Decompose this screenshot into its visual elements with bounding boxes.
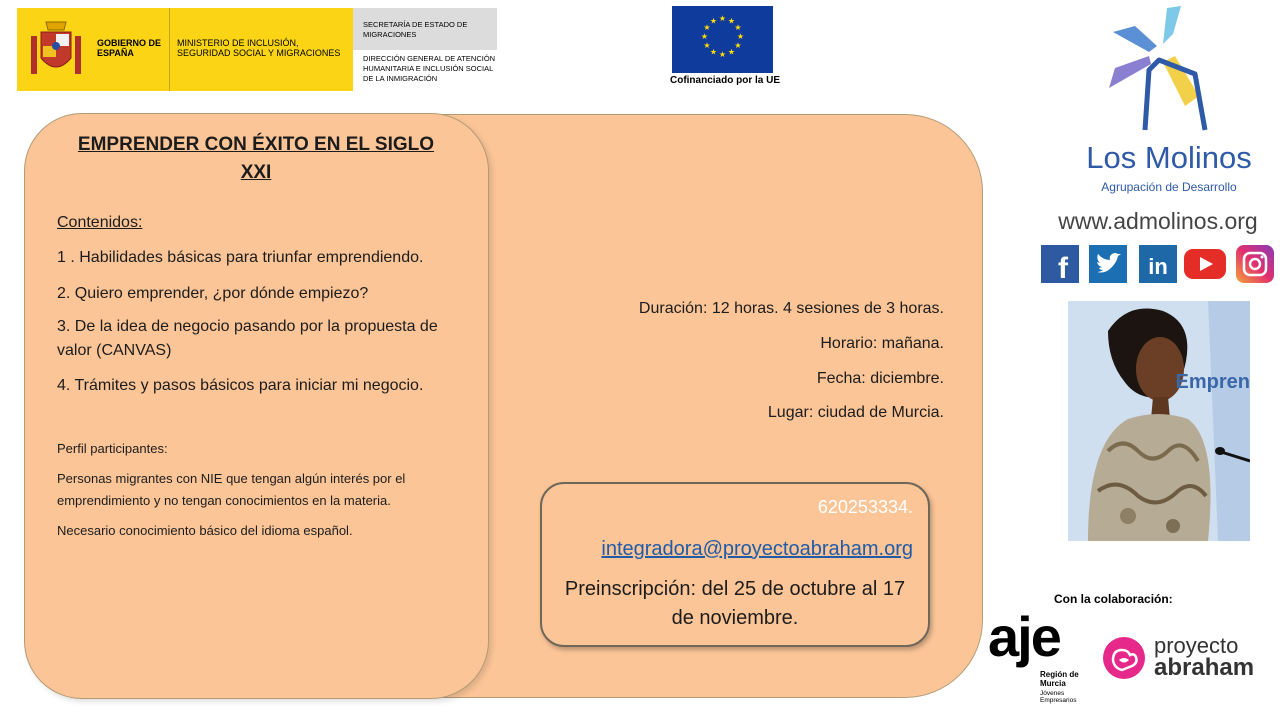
content-item-3: 3. De la idea de negocio pasando por la propuesta de valor (CANVAS) (57, 318, 438, 359)
svg-text:f: f (1058, 252, 1068, 283)
course-title-line1: EMPRENDER CON ÉXITO EN EL SIGLO (77, 134, 435, 155)
content-item-1: 1 . Habilidades básicas para triunfar emprendiendo. (57, 249, 424, 266)
organization-name: Los Molinos (1086, 140, 1252, 175)
svg-text:★: ★ (703, 23, 711, 32)
phone-number[interactable]: 620253334. (817, 497, 913, 517)
government-name: GOBIERNO DE ESPAÑA (97, 38, 162, 58)
woman-speaking-image (1068, 301, 1250, 541)
organization-subtitle: Agrupación de Desarrollo (1101, 180, 1237, 194)
svg-text:★: ★ (736, 32, 745, 41)
svg-text:★: ★ (734, 23, 742, 32)
svg-text:in: in (1148, 254, 1168, 279)
eu-caption: Cofinanciado por la UE (669, 75, 780, 86)
participant-profile-text: Personas migrantes con NIE que tengan algún interés por el emprendimiento y no tengan conocimientos en la materia. (57, 471, 406, 508)
svg-text:★: ★ (703, 41, 711, 50)
instagram-icon[interactable] (1236, 245, 1274, 283)
schedule-info: Horario: mañana. (820, 335, 944, 352)
content-item-2: 2. Quiero emprender, ¿por dónde empiezo? (57, 285, 369, 302)
date-info: Fecha: diciembre. (816, 370, 944, 387)
backdrop-text: Empren (1175, 371, 1250, 393)
aje-region: Región de Murcia (1040, 670, 1079, 688)
aje-logo-text: aje (988, 605, 1060, 668)
location-info: Lugar: ciudad de Murcia. (767, 404, 944, 421)
course-title-line2: XXI (240, 162, 272, 183)
ministry-name: MINISTERIO DE INCLUSIÓN, SEGURIDAD SOCIAL Y MIGRACIONES (177, 38, 341, 58)
contents-heading: Contenidos: (57, 214, 143, 231)
eu-flag-icon (672, 6, 773, 73)
svg-text:★: ★ (718, 50, 727, 59)
youtube-icon[interactable] (1183, 245, 1227, 283)
svg-text:★: ★ (727, 16, 736, 26)
svg-text:★: ★ (709, 16, 718, 26)
language-requirement: Necesario conocimiento básico del idioma español. (57, 523, 353, 538)
svg-text:★: ★ (718, 14, 727, 23)
secretariat-name: SECRETARÍA DE ESTADO DE MIGRACIONES (363, 20, 468, 39)
email-link[interactable]: integradora@proyectoabraham.org (601, 538, 913, 560)
svg-text:★: ★ (727, 47, 736, 57)
directorate-name: DIRECCIÓN GENERAL DE ATENCIÓN HUMANITARIA E INCLUSIÓN SOCIAL DE LA INMIGRACIÓN (363, 54, 496, 83)
svg-text:★: ★ (709, 47, 718, 57)
speaker-photo (1068, 301, 1250, 541)
svg-text:★: ★ (700, 32, 709, 41)
proyecto-abraham-logo-icon (1102, 636, 1146, 680)
coat-of-arms-icon (29, 18, 83, 82)
svg-text:★: ★ (734, 41, 742, 50)
collaboration-label: Con la colaboración: (1054, 592, 1173, 606)
header-divider (169, 8, 170, 91)
windmill-logo-icon (1105, 4, 1217, 134)
proyecto-abraham-line2: abraham (1154, 654, 1255, 681)
course-panel (24, 113, 489, 699)
government-header (17, 8, 497, 91)
linkedin-icon[interactable] (1139, 245, 1177, 283)
participant-profile-heading: Perfil participantes: (57, 441, 168, 456)
content-item-4: 4. Trámites y pasos básicos para iniciar mi negocio. (57, 377, 424, 394)
aje-tagline: Jóvenes Empresarios (1040, 690, 1077, 704)
website-link[interactable]: www.admolinos.org (1058, 208, 1258, 234)
duration-info: Duración: 12 horas. 4 sesiones de 3 horas. (638, 300, 944, 317)
proyecto-abraham-line1: proyecto (1154, 633, 1239, 658)
facebook-icon[interactable] (1041, 245, 1079, 283)
course-title (70, 131, 442, 187)
twitter-icon[interactable] (1089, 245, 1127, 283)
preregistration-dates: Preinscripción: del 25 de octubre al 17 de noviembre. (564, 578, 906, 629)
